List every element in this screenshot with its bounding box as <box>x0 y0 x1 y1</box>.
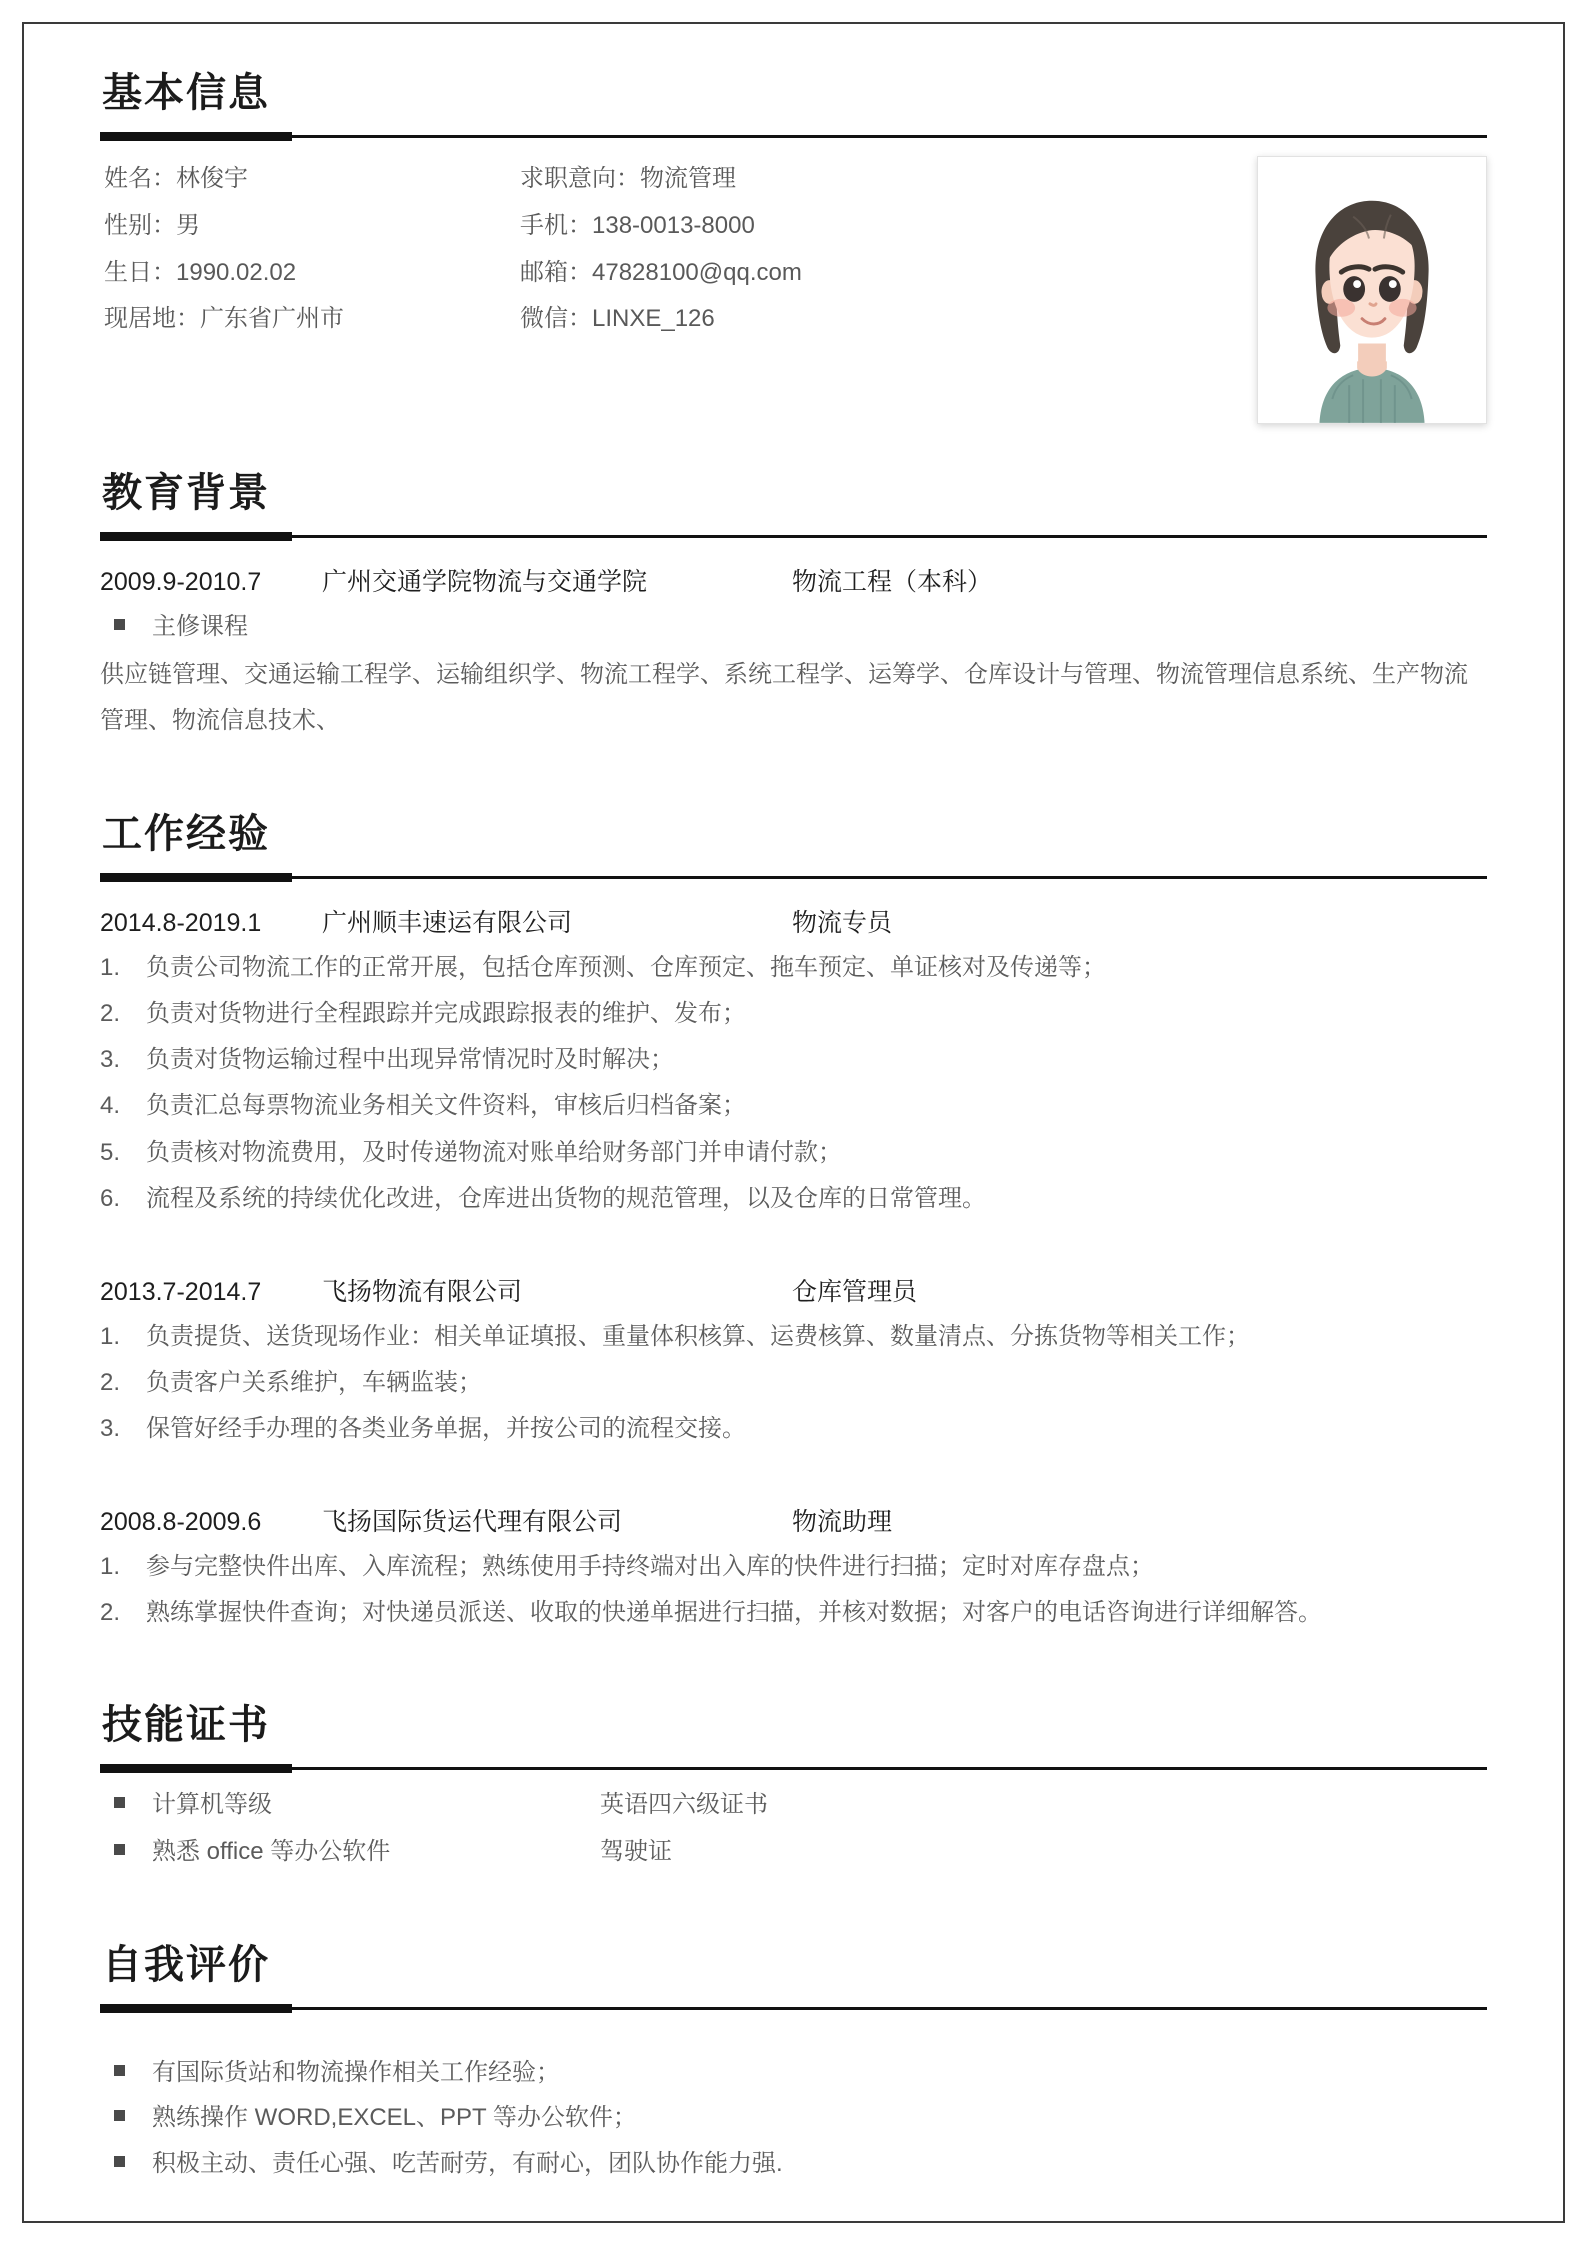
spacer <box>100 1222 1487 1250</box>
field-birthday: 生日：1990.02.02 <box>104 258 297 286</box>
self-eval-item <box>100 2050 1487 2096</box>
education-courses-label-row <box>100 604 1487 650</box>
duty-index: 2. <box>100 1598 121 1626</box>
work-entry <box>100 903 1487 1221</box>
work-company: 飞扬国际货运代理有限公司 <box>322 1507 623 1536</box>
skill-right-text: 英语四六级证书 <box>600 1791 768 1819</box>
education-major: 物流工程（本科） <box>792 568 993 596</box>
field-name: 姓名：林俊宇 <box>104 165 248 192</box>
square-bullet-icon <box>114 1797 125 1808</box>
basic-info-left-column <box>100 156 520 343</box>
duty-index: 3. <box>100 1414 121 1442</box>
work-duty <box>100 1406 1487 1452</box>
spacer <box>100 424 1487 470</box>
work-entry <box>100 1272 1487 1452</box>
square-bullet-icon <box>114 2156 125 2167</box>
skill-left-cell <box>100 1782 600 1829</box>
duty-text: 负责汇总每票物流业务相关文件资料，审核后归档备案； <box>146 1092 746 1120</box>
duty-text: 负责公司物流工作的正常开展，包括仓库预测、仓库预定、拖车预定、单证核对及传递等； <box>146 954 1106 982</box>
education-date: 2009.9-2010.7 <box>100 568 262 596</box>
skill-left-text: 熟悉 office 等办公软件 <box>152 1837 391 1865</box>
work-entry-header <box>100 1272 1487 1308</box>
section-education <box>100 470 1487 745</box>
work-date: 2013.7-2014.7 <box>100 1277 262 1306</box>
education-courses-text: 供应链管理、交通运输工程学、运输组织学、物流工程学、系统工程学、运筹学、仓库设计与管理、物流管理信息系统、生产物流管理、物流信息技术、 <box>100 660 1468 735</box>
section-work-experience <box>100 811 1487 1636</box>
spacer <box>100 1876 1487 1942</box>
spacer <box>100 1452 1487 1480</box>
work-duty <box>100 1037 1487 1083</box>
section-self-evaluation <box>100 1942 1487 2187</box>
section-divider-work-experience <box>100 871 1487 881</box>
field-email: 邮箱：47828100@qq.com <box>520 258 802 286</box>
work-company: 飞扬物流有限公司 <box>322 1277 523 1306</box>
work-entry <box>100 1502 1487 1636</box>
square-bullet-icon <box>114 2110 125 2121</box>
work-duty <box>100 945 1487 991</box>
work-duty <box>100 1130 1487 1176</box>
section-basic-info <box>100 70 1487 424</box>
education-school: 广州交通学院物流与交通学院 <box>322 568 648 596</box>
section-title-work-experience: 工作经验 <box>102 812 270 857</box>
duty-text: 负责客户关系维护，车辆监装； <box>146 1368 482 1396</box>
square-bullet-icon <box>114 1844 125 1855</box>
skill-row <box>100 1782 1487 1829</box>
work-entry-header <box>100 1502 1487 1538</box>
spacer <box>100 2022 1487 2050</box>
section-title-skills: 技能证书 <box>102 1703 270 1748</box>
section-divider-skills <box>100 1762 1487 1772</box>
section-divider-self-evaluation <box>100 2002 1487 2012</box>
self-eval-item <box>100 2095 1487 2141</box>
section-title-self-evaluation: 自我评价 <box>102 1942 270 1987</box>
skill-row <box>100 1829 1487 1876</box>
duty-index: 4. <box>100 1092 121 1120</box>
section-skills <box>100 1702 1487 1876</box>
education-entry-header <box>100 562 1487 598</box>
field-residence: 现居地：广东省广州市 <box>104 305 344 333</box>
section-title-basic-info: 基本信息 <box>102 71 270 115</box>
self-eval-text: 积极主动、责任心强、吃苦耐劳，有耐心，团队协作能力强. <box>152 2149 783 2177</box>
duty-index: 1. <box>100 1322 121 1350</box>
work-duty <box>100 1176 1487 1222</box>
duty-text: 流程及系统的持续优化改进，仓库进出货物的规范管理，以及仓库的日常管理。 <box>146 1184 986 1212</box>
resume-content <box>22 22 1565 2226</box>
duty-text: 负责对货物运输过程中出现异常情况时及时解决； <box>146 1046 674 1074</box>
duty-index: 1. <box>100 954 121 982</box>
self-eval-item <box>100 2141 1487 2187</box>
field-gender: 性别：男 <box>104 211 200 239</box>
duty-text: 参与完整快件出库、入库流程；熟练使用手持终端对出入库的快件进行扫描；定时对库存盘点； <box>146 1552 1154 1580</box>
education-courses-label: 主修课程 <box>152 613 248 640</box>
avatar <box>1257 156 1487 424</box>
duty-index: 3. <box>100 1046 121 1074</box>
duty-index: 5. <box>100 1138 121 1166</box>
work-duty <box>100 991 1487 1037</box>
section-divider-basic-info <box>100 130 1487 140</box>
basic-info-right-column <box>520 156 990 343</box>
work-date: 2014.8-2019.1 <box>100 909 262 938</box>
work-role: 物流专员 <box>792 909 893 938</box>
duty-index: 6. <box>100 1184 121 1212</box>
duty-text: 负责对货物进行全程跟踪并完成跟踪报表的维护、发布； <box>146 1000 746 1028</box>
duty-text: 负责提货、送货现场作业：相关单证填报、重量体积核算、运费核算、数量清点、分拣货物等相关工作； <box>146 1322 1250 1350</box>
duty-text: 负责核对物流费用，及时传递物流对账单给财务部门并申请付款； <box>146 1138 842 1166</box>
square-bullet-icon <box>114 2065 125 2076</box>
duty-index: 2. <box>100 1368 121 1396</box>
self-eval-text: 有国际货站和物流操作相关工作经验； <box>152 2058 560 2086</box>
work-duty <box>100 1590 1487 1636</box>
work-duty <box>100 1360 1487 1406</box>
work-role: 物流助理 <box>792 1507 893 1536</box>
self-eval-text: 熟练操作 WORD,EXCEL、PPT 等办公软件； <box>152 2104 637 2132</box>
spacer <box>100 1636 1487 1702</box>
field-job-objective: 求职意向：物流管理 <box>520 165 736 192</box>
work-duty <box>100 1544 1487 1590</box>
duty-text: 保管好经手办理的各类业务单据，并按公司的流程交接。 <box>146 1414 746 1442</box>
duty-text: 熟练掌握快件查询；对快递员派送、收取的快递单据进行扫描，并核对数据；对客户的电话咨询进行详细解答。 <box>146 1598 1322 1626</box>
skill-right-text: 驾驶证 <box>600 1837 672 1865</box>
field-wechat: 微信：LINXE_126 <box>520 305 715 333</box>
skill-left-text: 计算机等级 <box>152 1791 272 1819</box>
duty-index: 2. <box>100 1000 121 1028</box>
field-phone: 手机：138-0013-8000 <box>520 211 755 239</box>
work-company: 广州顺丰速运有限公司 <box>322 909 573 938</box>
duty-index: 1. <box>100 1552 121 1580</box>
skill-left-cell <box>100 1829 600 1876</box>
work-date: 2008.8-2009.6 <box>100 1507 262 1536</box>
spacer <box>100 745 1487 811</box>
square-bullet-icon <box>114 619 125 630</box>
work-duty <box>100 1314 1487 1360</box>
basic-info-body <box>100 156 1487 424</box>
work-duty <box>100 1083 1487 1129</box>
section-title-education: 教育背景 <box>102 471 270 515</box>
section-divider-education <box>100 530 1487 540</box>
work-entry-header <box>100 903 1487 939</box>
work-role: 仓库管理员 <box>792 1277 918 1306</box>
